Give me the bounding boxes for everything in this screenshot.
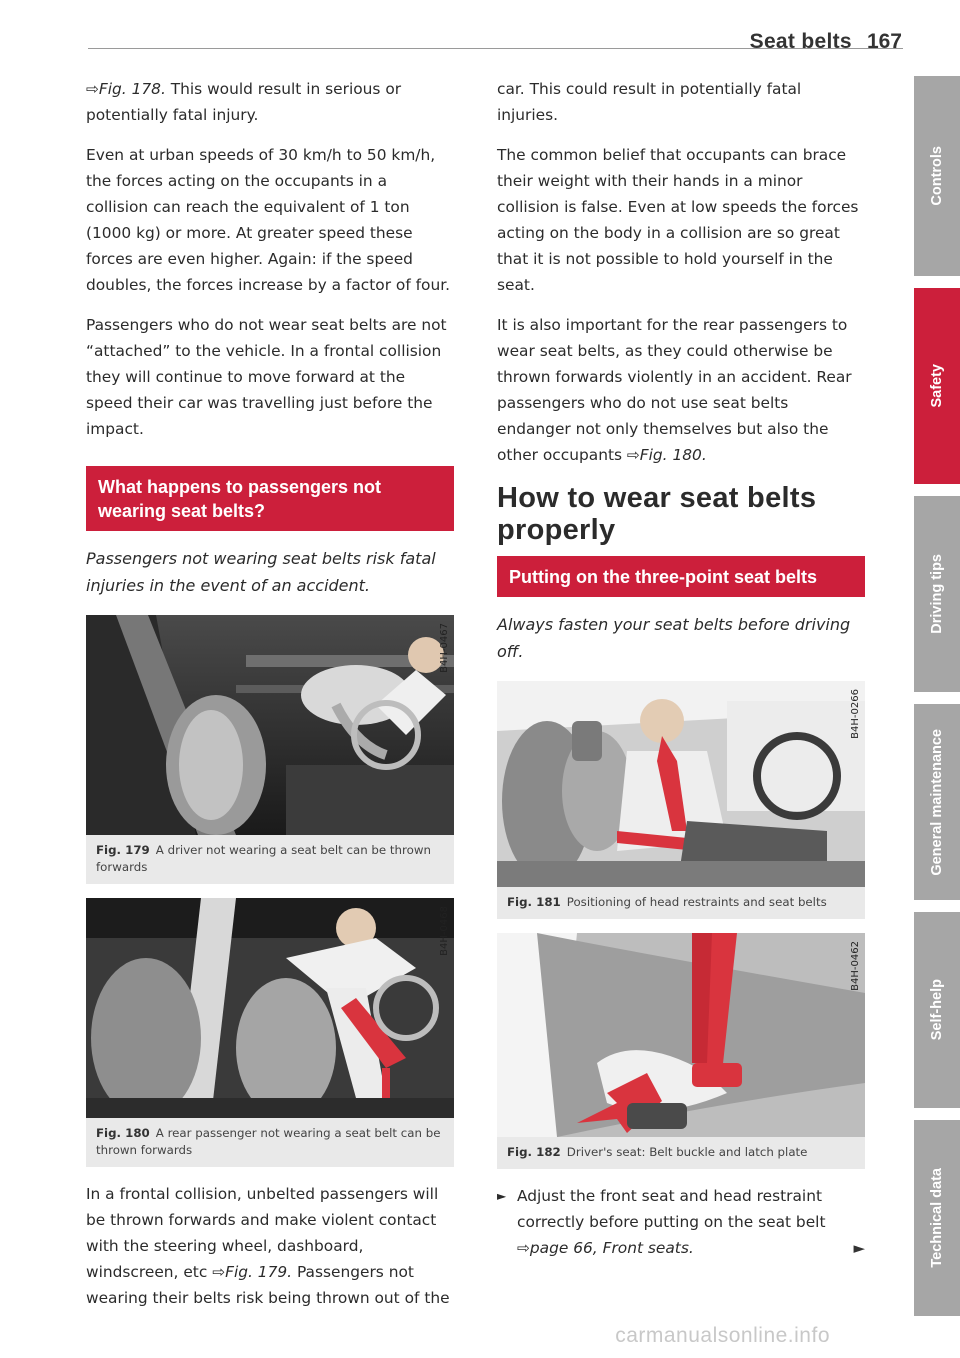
figure-180-code: B4H-0468	[439, 906, 450, 956]
tab-technical-data[interactable]	[914, 1120, 960, 1316]
figure-179-label: Fig. 179	[96, 843, 150, 857]
figure-179-caption	[86, 835, 454, 884]
section-heading: How to wear seat belts properly	[497, 482, 817, 546]
figure-181-image	[497, 681, 865, 887]
tab-controls-label: Controls	[929, 146, 945, 206]
subheading-bar: What happens to passengers not wearing seat belts?	[86, 466, 454, 531]
right-paragraph-2: The common belief that occupants can brace their weight with their hands in a minor collision is false. Even at low speeds the forces acting on the body in a collision are so great that it is not possible to hold yourself in the seat.	[497, 146, 859, 294]
right-paragraph-3-text: It is also important for the rear passengers to wear seat belts, as they could otherwise be thrown forwards violently in an accident. Rear passengers who do not use seat belts endanger not only themselves but also the other occupants	[497, 316, 852, 464]
figure-180-caption-text: A rear passenger not wearing a seat belt can be thrown forwards	[96, 1126, 441, 1157]
tab-driving-tips[interactable]	[914, 496, 960, 692]
rear-passenger-thrown-forward-illustration	[86, 898, 454, 1118]
left-paragraph-3: Passengers who do not wear seat belts are not “attached” to the vehicle. In a frontal collision they will continue to move forward at the speed their car was travelling just before the impact.	[86, 316, 447, 438]
left-paragraph-4-text-2: Passengers not wearing their belts risk being thrown out of the	[86, 1263, 450, 1307]
figure-reference-link[interactable]: ⇨Fig. 180.	[626, 446, 707, 464]
figure-181-caption	[497, 887, 865, 919]
left-paragraph-1	[86, 76, 454, 128]
figure-182-caption-text: Driver's seat: Belt buckle and latch plate	[566, 1145, 808, 1159]
tab-driving-tips-label: Driving tips	[929, 554, 945, 634]
left-paragraph-4	[86, 1181, 454, 1311]
page-number: 167	[866, 30, 902, 53]
instruction-text: Adjust the front seat and head restraint correctly before putting on the seat belt	[517, 1187, 826, 1231]
seat-belt-positioning-illustration	[497, 681, 865, 887]
left-paragraph-2: Even at urban speeds of 30 km/h to 50 km/h, the forces acting on the occupants in a collision can reach the equivalent of 1 ton (1000 kg) or more. At greater speed these forces are even higher. Again: if the speed doubles, the forces increase by a factor of four.	[86, 146, 451, 294]
tab-technical-data-label: Technical data	[929, 1168, 945, 1268]
figure-reference-link[interactable]: ⇨Fig. 178.	[86, 80, 166, 98]
page-reference-link[interactable]: ⇨page 66, Front seats.	[517, 1239, 694, 1257]
right-paragraph-3	[497, 312, 865, 468]
figure-181-code: B4H-0266	[850, 689, 861, 739]
continue-arrow-icon: ►	[853, 1239, 865, 1257]
figure-180-caption	[86, 1118, 454, 1167]
figure-181	[497, 681, 865, 919]
tab-safety[interactable]	[914, 288, 960, 484]
figure-180-label: Fig. 180	[96, 1126, 150, 1140]
figure-179-image	[86, 615, 454, 835]
figure-180-image	[86, 898, 454, 1118]
tab-general-maintenance-label: General maintenance	[929, 728, 945, 876]
figure-reference-link[interactable]: ⇨Fig. 179.	[212, 1263, 293, 1281]
tab-safety-label: Safety	[929, 364, 945, 408]
running-head-section: Seat belts	[749, 30, 852, 53]
tab-general-maintenance[interactable]	[914, 704, 960, 900]
section-intro: Passengers not wearing seat belts risk fatal injuries in the event of an accident.	[86, 549, 436, 595]
left-paragraph-4-text: In a frontal collision, unbelted passengers will be thrown forwards and make violent contact with the steering wheel, dashboard, windscreen, etc	[86, 1185, 439, 1281]
right-column	[497, 76, 865, 1261]
figure-182-code: B4H-0462	[850, 941, 861, 991]
tab-self-help[interactable]	[914, 912, 960, 1108]
watermark: carmanualsonline.info	[615, 1324, 830, 1347]
figure-182-image	[497, 933, 865, 1137]
figure-181-caption-text: Positioning of head restraints and seat belts	[566, 895, 827, 909]
running-head	[750, 30, 902, 54]
figure-182-caption	[497, 1137, 865, 1169]
figure-180	[86, 898, 454, 1167]
subheading-bar: Putting on the three-point seat belts	[497, 556, 865, 597]
figure-182	[497, 933, 865, 1169]
right-paragraph-1: car. This could result in potentially fatal injuries.	[497, 80, 802, 124]
figure-179-caption-text: A driver not wearing a seat belt can be thrown forwards	[96, 843, 431, 874]
tab-controls[interactable]	[914, 76, 960, 276]
figure-179-code: B4H-0467	[439, 623, 450, 673]
driver-thrown-forward-illustration	[86, 615, 454, 835]
figure-182-label: Fig. 182	[507, 1145, 561, 1159]
figure-181-label: Fig. 181	[507, 895, 561, 909]
left-column	[86, 76, 454, 1325]
belt-buckle-latch-plate-illustration	[497, 933, 865, 1137]
tab-self-help-label: Self-help	[929, 979, 945, 1041]
instruction-bullet	[497, 1183, 865, 1261]
left-paragraph-1-text: This would result in serious or potentially fatal injury.	[86, 80, 402, 124]
figure-179	[86, 615, 454, 884]
bullet-triangle-icon: ►	[497, 1189, 507, 1203]
section-intro: Always fasten your seat belts before driving off.	[497, 615, 851, 661]
